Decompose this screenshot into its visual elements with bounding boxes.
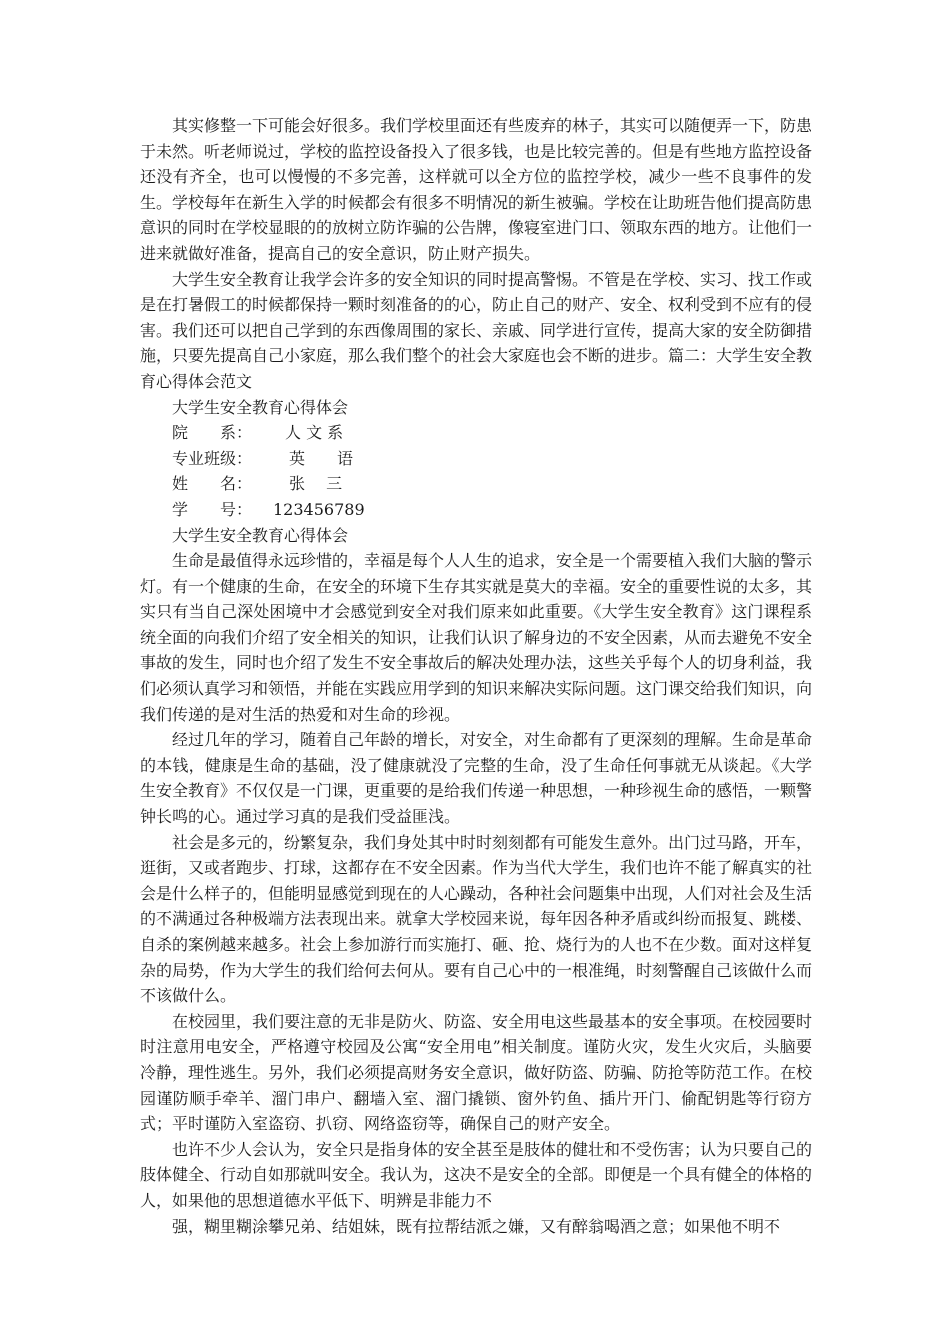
name-label: 姓 名： [172,474,253,494]
paragraph: 在校园里，我们要注意的无非是防火、防盗、安全用电这些最基本的安全事项。在校园要时时注意用电安全，严格遵守校园及公寓“安全用电”相关制度。谨防火灾，发生火灾后，头脑要冷静，理性逃生。另外，我们必须提高财务安全意识，做好防盗、防骗、防抢等防范工作。在校园谨防顺手牵羊、溜门串户、翻墙入室、溜门撬锁、窗外钓鱼、插片开门、偷配钥匙等行窃方式；平时谨防入室盗窃、扒窃、网络盗窃等，确保自己的财产安全。 [140,1011,813,1134]
document-page [140,113,812,1239]
paragraph: 经过几年的学习，随着自己年龄的增长，对安全，对生命都有了更深刻的理解。生命是革命的本钱，健康是生命的基础，没了健康就没了完整的生命，没了生命任何事就无从谈起。《大学生安全教育》不仅仅是一门课，更重要的是给我们传递一种思想，一种珍视生命的感悟，一颗警钟长鸣的心。通过学习真的是我们受益匪浅。 [140,730,813,827]
paragraph: 也许不少人会认为，安全只是指身体的安全甚至是肢体的健壮和不受伤害；认为只要自己的肢体健全、行动自如那就叫安全。我认为，这决不是安全的全部。即便是一个具有健全的体格的人，如果他的思想道德水平低下、明辨是非能力不 [140,1139,813,1210]
class-label: 专业班级： [172,448,253,468]
department-label: 院 系： [172,423,253,443]
student-id-value: 123456789 [273,499,365,519]
paragraph: 生命是最值得永远珍惜的，幸福是每个人人生的追求，安全是一个需要植入我们大脑的警示灯。有一个健康的生命，在安全的环境下生存其实就是莫大的幸福。安全的重要性说的太多，其实只有当自己深处困境中才会感觉到安全对我们原来如此重要。《大学生安全教育》这门课程系统全面的向我们介绍了安全相关的知识，让我们认识了解身边的不安全因素，从而去避免不安全事故的发生，同时也介绍了发生不安全事故后的解决处理办法，这些关乎每个人的切身利益，我们必须认真学习和领悟，并能在实践应用学到的知识来解决实际问题。这门课交给我们知识，向我们传递的是对生活的热爱和对生命的珍视。 [140,551,813,724]
paragraph: 社会是多元的，纷繁复杂，我们身处其中时时刻刻都有可能发生意外。出门过马路，开车，逛街，又或者跑步、打球，这都存在不安全因素。作为当代大学生，我们也许不能了解真实的社会是什么样子的，但能明显感觉到现在的人心躁动，各种社会问题集中出现，人们对社会及生活的不满通过各种极端方法表现出来。就拿大学校园来说，每年因各种矛盾或纠纷而报复、跳楼、自杀的案例越来越多。社会上参加游行而实施打、砸、抢、烧行为的人也不在少数。面对这样复杂的局势，作为大学生的我们给何去何从。要有自己心中的一根准绳，时刻警醒自己该做什么而不该做什么。 [140,832,813,1006]
paragraph: 其实修整一下可能会好很多。我们学校里面还有些废弃的林子，其实可以随便弄一下，防患于未然。听老师说过，学校的监控设备投入了很多钱，也是比较完善的。但是有些地方监控设备还没有齐全，也可以慢慢的不多完善，这样就可以全方位的监控学校，减少一些不良事件的发生。学校每年在新生入学的时候都会有很多不明情况的新生被骗。学校在让助班告他们提高防患意识的同时在学校显眼的的放树立防诈骗的公告牌，像寝室进门口、领取东西的地方。让他们一进来就做好准备，提高自己的安全意识，防止财产损失。 [140,116,813,263]
department-value: 人 文 系 [285,423,344,443]
info-row-name [140,471,812,497]
student-id-label: 学 号： [172,499,253,519]
info-row-department [140,420,812,446]
section-heading: 大学生安全教育心得体会 [172,397,349,417]
paragraph: 强，糊里糊涂攀兄弟、结姐妹，既有拉帮结派之嫌，又有醉翁喝酒之意；如果他不明不 [172,1216,781,1236]
class-value: 英 语 [289,448,354,468]
info-row-class [140,446,812,472]
section-heading: 大学生安全教育心得体会 [172,525,349,545]
info-row-student-id [140,497,812,523]
paragraph: 大学生安全教育让我学会许多的安全知识的同时提高警惕。不管是在学校、实习、找工作或是在打暑假工的时候都保持一颗时刻准备的的心，防止自己的财产、安全、权利受到不应有的侵害。我们还可以把自己学到的东西像周围的家长、亲戚、同学进行宣传，提高大家的安全防御措施，只要先提高自己小家庭，那么我们整个的社会大家庭也会不断的进步。篇二：大学生安全教育心得体会范文 [140,269,813,391]
name-value: 张 三 [289,474,343,494]
